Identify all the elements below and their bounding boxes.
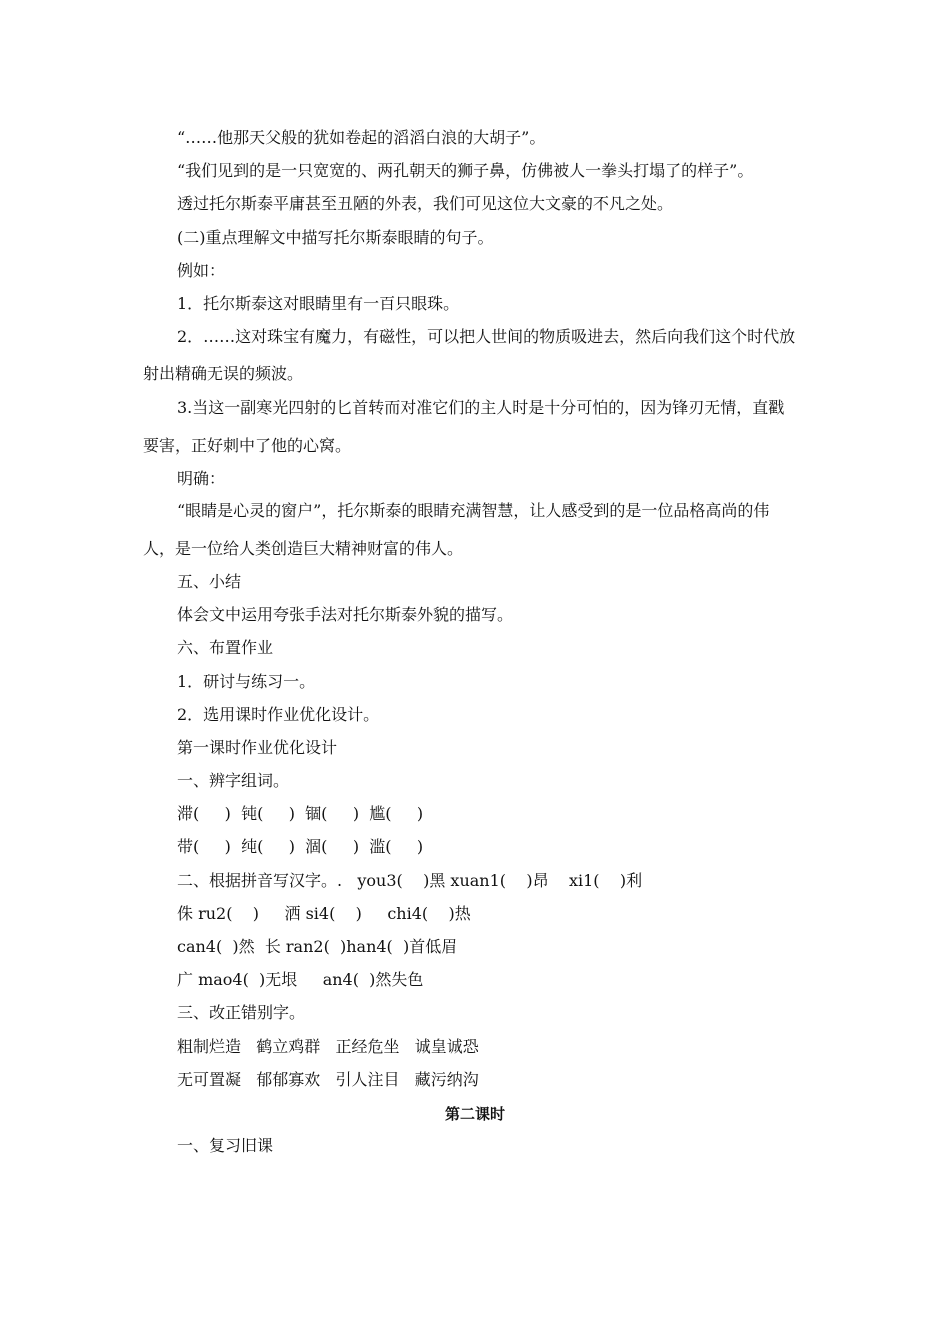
text-line: 带( ) 纯( ) 涸( ) 滥( ) bbox=[177, 837, 424, 856]
text-line: 例如： bbox=[177, 261, 226, 280]
text-line: 2．……这对珠宝有魔力，有磁性，可以把人世间的物质吸进去，然后向我们这个时代放 bbox=[177, 327, 796, 346]
text-line: 一、复习旧课 bbox=[177, 1136, 274, 1155]
text-line: (二)重点理解文中描写托尔斯泰眼睛的句子。 bbox=[177, 228, 494, 247]
text-line: 1．研讨与练习一。 bbox=[177, 672, 316, 691]
text-line: 明确： bbox=[177, 469, 226, 488]
text-line: 射出精确无误的频波。 bbox=[143, 364, 304, 383]
section-heading: 第二课时 bbox=[444, 1105, 505, 1123]
text-line: 无可置凝 郁郁寡欢 引人注目 藏污纳沟 bbox=[177, 1070, 479, 1089]
text-line: 二、根据拼音写汉字。. you3( )黑 xuan1( )昂 xi1( )利 bbox=[177, 871, 643, 890]
text-line: 3.当这一副寒光四射的匕首转而对准它们的主人时是十分可怕的，因为锋刃无情，直戳 bbox=[177, 398, 785, 417]
text-line: 滞( ) 钝( ) 锢( ) 尴( ) bbox=[177, 804, 424, 823]
text-line: 人，是一位给人类创造巨大精神财富的伟人。 bbox=[143, 539, 464, 558]
text-line: 第一课时作业优化设计 bbox=[177, 738, 338, 757]
text-line: 五、小结 bbox=[177, 572, 242, 591]
text-line: can4( )然 长 ran2( )han4( )首低眉 bbox=[177, 937, 458, 956]
text-line: 透过托尔斯泰平庸甚至丑陋的外表，我们可见这位大文豪的不凡之处。 bbox=[177, 194, 674, 213]
text-line: 2．选用课时作业优化设计。 bbox=[177, 705, 380, 724]
text-line: 1．托尔斯泰这对眼睛里有一百只眼珠。 bbox=[177, 294, 460, 313]
text-line: 广 mao4( )无垠 an4( )然失色 bbox=[177, 970, 424, 989]
text-line: 体会文中运用夸张手法对托尔斯泰外貌的描写。 bbox=[177, 605, 514, 624]
text-line: “……他那天父般的犹如卷起的滔滔白浪的大胡子”。 bbox=[177, 128, 546, 147]
text-line: 粗制烂造 鹤立鸡群 正经危坐 诚皇诚恐 bbox=[177, 1037, 479, 1056]
text-line: “眼睛是心灵的窗户”，托尔斯泰的眼睛充满智慧，让人感受到的是一位品格高尚的伟 bbox=[177, 501, 770, 520]
text-line: 要害，正好刺中了他的心窝。 bbox=[143, 436, 352, 455]
text-line: 六、布置作业 bbox=[177, 638, 274, 657]
text-line: 三、改正错别字。 bbox=[177, 1003, 306, 1022]
text-line: “我们见到的是一只宽宽的、两孔朝天的狮子鼻，仿佛被人一拳头打塌了的样子”。 bbox=[177, 161, 754, 180]
text-line: 侏 ru2( ) 洒 si4( ) chi4( )热 bbox=[177, 904, 471, 923]
text-line: 一、辨字组词。 bbox=[177, 771, 290, 790]
